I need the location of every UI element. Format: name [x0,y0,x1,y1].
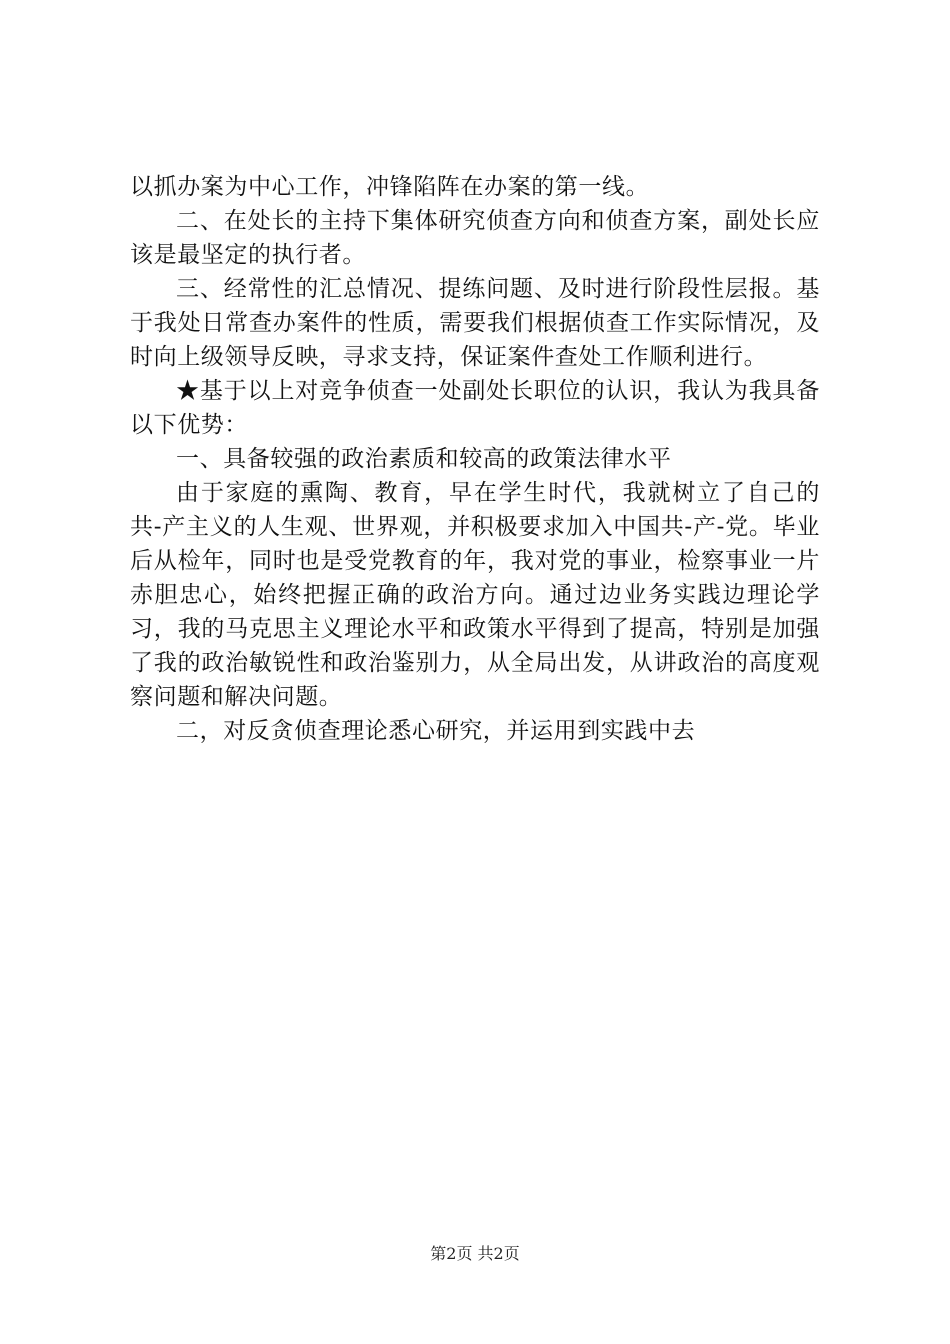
document-body [130,170,820,748]
paragraph-item-three: 三、经常性的汇总情况、提练问题、及时进行阶段性层报。基于我处日常查办案件的性质，需要我们根据侦查工作实际情况，及时向上级领导反映，寻求支持，保证案件查处工作顺利进行。 [130,276,820,370]
subheading-theory-research: 二，对反贪侦查理论悉心研究，并运用到实践中去 [176,718,696,744]
paragraph-continuation: 以抓办案为中心工作，冲锋陷阵在办案的第一线。 [130,174,650,200]
paragraph-item-two: 二、在处长的主持下集体研究侦查方向和侦查方案，副处长应该是最坚定的执行者。 [130,208,820,268]
paragraph-political-background: 由于家庭的熏陶、教育，早在学生时代，我就树立了自己的共-产主义的人生观、世界观，并积极要求加入中国共-产-党。毕业后从检年，同时也是受党教育的年，我对党的事业，检察事业一片赤胆忠心，始终把握正确的政治方向。通过边业务实践边理论学习，我的马克思主义理论水平和政策水平得到了提高，特别是加强了我的政治敏锐性和政治鉴别力，从全局出发，从讲政治的高度观察问题和解决问题。 [130,480,820,710]
page-number-footer: 第2页 共2页 [430,1244,520,1263]
subheading-political-quality: 一、具备较强的政治素质和较高的政策法律水平 [176,446,672,472]
paragraph-advantages-intro: ★基于以上对竞争侦查一处副处长职位的认识，我认为我具备以下优势： [130,378,820,438]
